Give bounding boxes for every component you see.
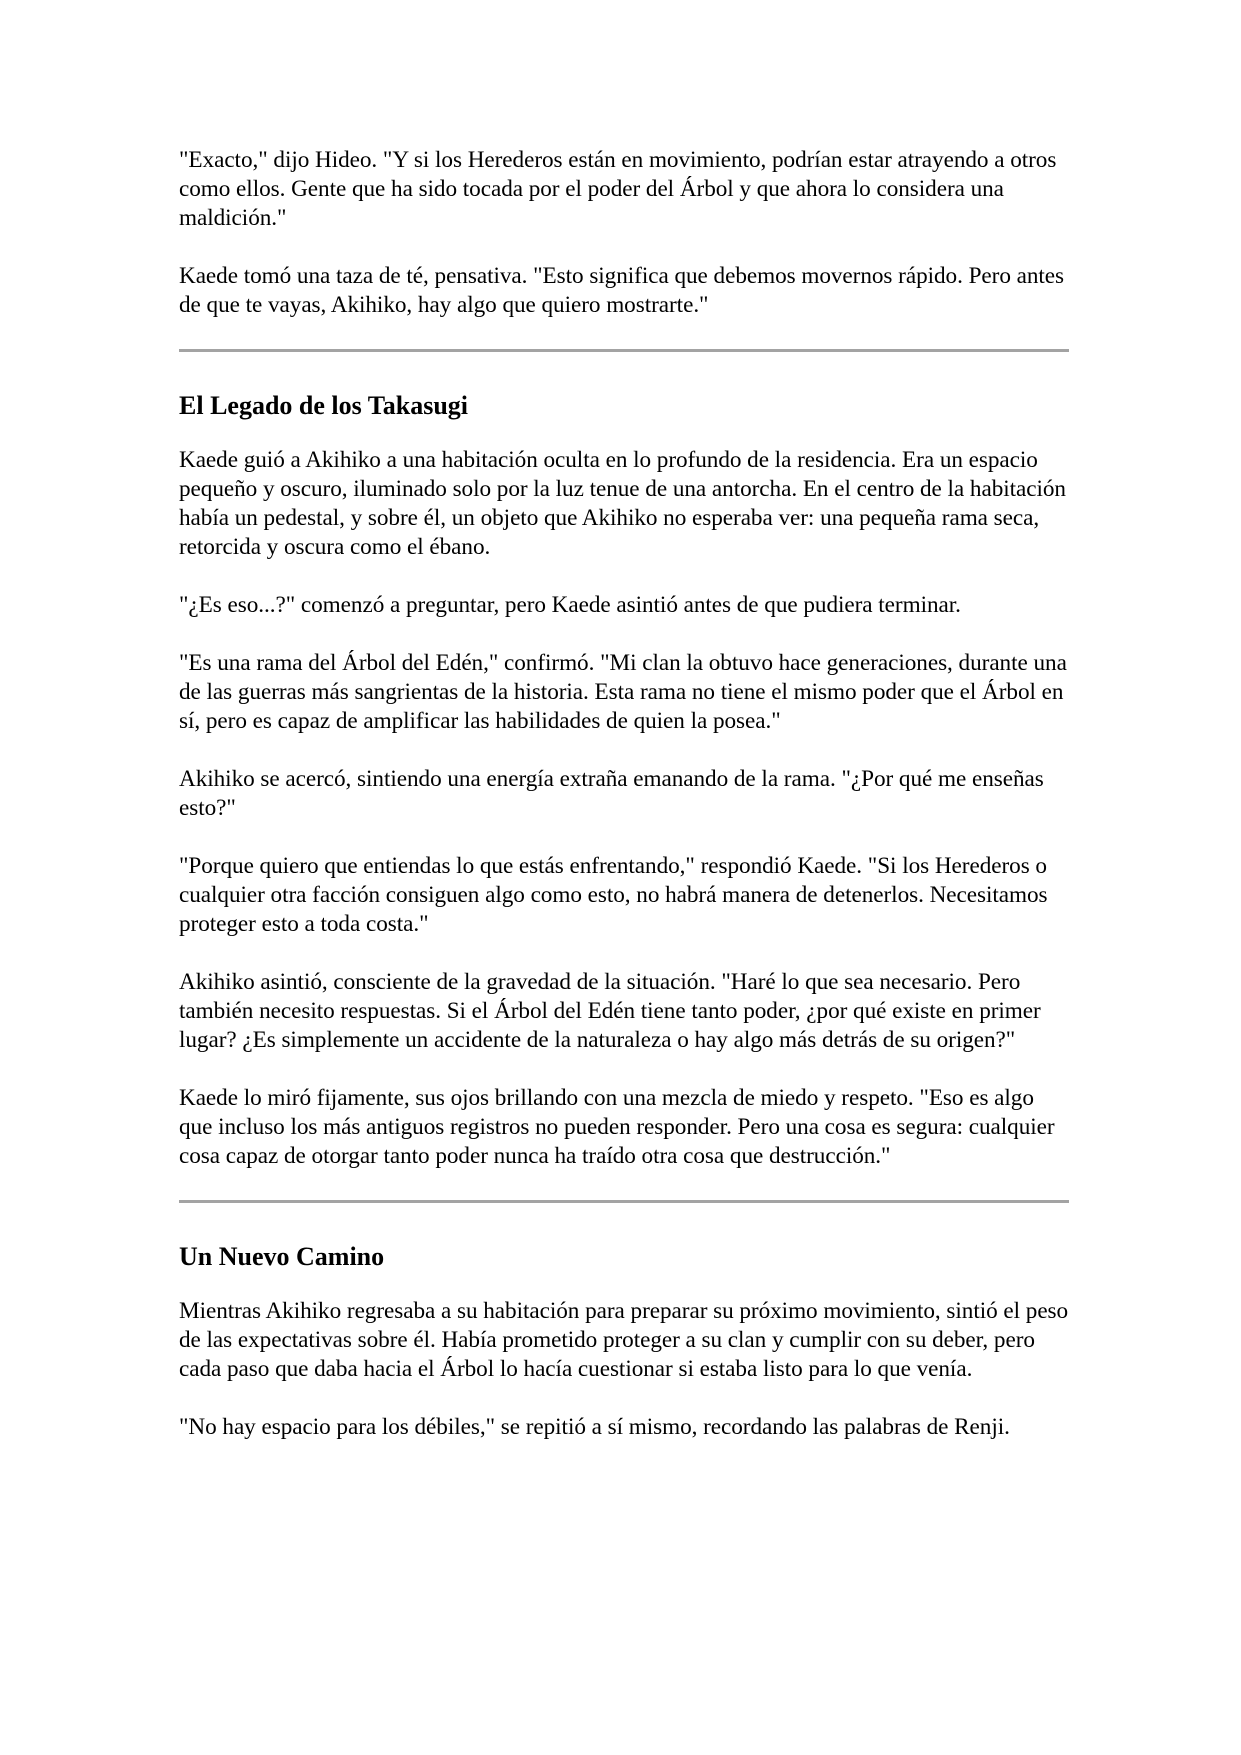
section-heading: El Legado de los Takasugi [179, 391, 468, 420]
paragraph: "Es una rama del Árbol del Edén," confirmó. "Mi clan la obtuvo hace generaciones, durante una de las guerras más sangrientas de la historia. Esta rama no tiene el mismo poder que el Árbol en sí, pero es capaz de amplificar las habilidades de quien la posea." [179, 650, 1067, 734]
paragraph: "Porque quiero que entiendas lo que estás enfrentando," respondió Kaede. "Si los Herederos o cualquier otra facción consiguen algo como esto, no habrá manera de detenerlos. Necesitamos proteger esto a toda costa." [179, 853, 1048, 937]
section-heading: Un Nuevo Camino [179, 1242, 385, 1271]
section-divider [179, 1200, 1069, 1203]
paragraph: Akihiko se acercó, sintiendo una energía extraña emanando de la rama. "¿Por qué me enseñas esto?" [179, 766, 1044, 821]
paragraph: "¿Es eso...?" comenzó a preguntar, pero Kaede asintió antes de que pudiera terminar. [179, 592, 961, 618]
paragraph: Mientras Akihiko regresaba a su habitación para preparar su próximo movimiento, sintió el peso de las expectativas sobre él. Había prometido proteger a su clan y cumplir con su deber, pero cada paso que daba hacia el Árbol lo hacía cuestionar si estaba listo para lo que venía. [179, 1298, 1069, 1382]
paragraph: Kaede tomó una taza de té, pensativa. "Esto significa que debemos movernos rápido. Pero antes de que te vayas, Akihiko, hay algo que quiero mostrarte." [179, 263, 1065, 318]
paragraph: Kaede guió a Akihiko a una habitación oculta en lo profundo de la residencia. Era un espacio pequeño y oscuro, iluminado solo por la luz tenue de una antorcha. En el centro de la habitación había un pedestal, y sobre él, un objeto que Akihiko no esperaba ver: una pequeña rama seca, retorcida y oscura como el ébano. [179, 447, 1066, 560]
paragraph: "No hay espacio para los débiles," se repitió a sí mismo, recordando las palabras de Renji. [179, 1414, 1010, 1440]
section-divider [179, 349, 1069, 352]
paragraph: Kaede lo miró fijamente, sus ojos brillando con una mezcla de miedo y respeto. "Eso es algo que incluso los más antiguos registros no pueden responder. Pero una cosa es segura: cualquier cosa capaz de otorgar tanto poder nunca ha traído otra cosa que destrucción." [179, 1085, 1055, 1169]
document-page [179, 146, 1069, 1471]
paragraph: Akihiko asintió, consciente de la gravedad de la situación. "Haré lo que sea necesario. Pero también necesito respuestas. Si el Árbol del Edén tiene tanto poder, ¿por qué existe en primer lugar? ¿Es simplemente un accidente de la naturaleza o hay algo más detrás de su origen?" [179, 969, 1041, 1053]
paragraph: "Exacto," dijo Hideo. "Y si los Herederos están en movimiento, podrían estar atrayendo a otros como ellos. Gente que ha sido tocada por el poder del Árbol y que ahora lo considera una maldición." [179, 147, 1057, 231]
